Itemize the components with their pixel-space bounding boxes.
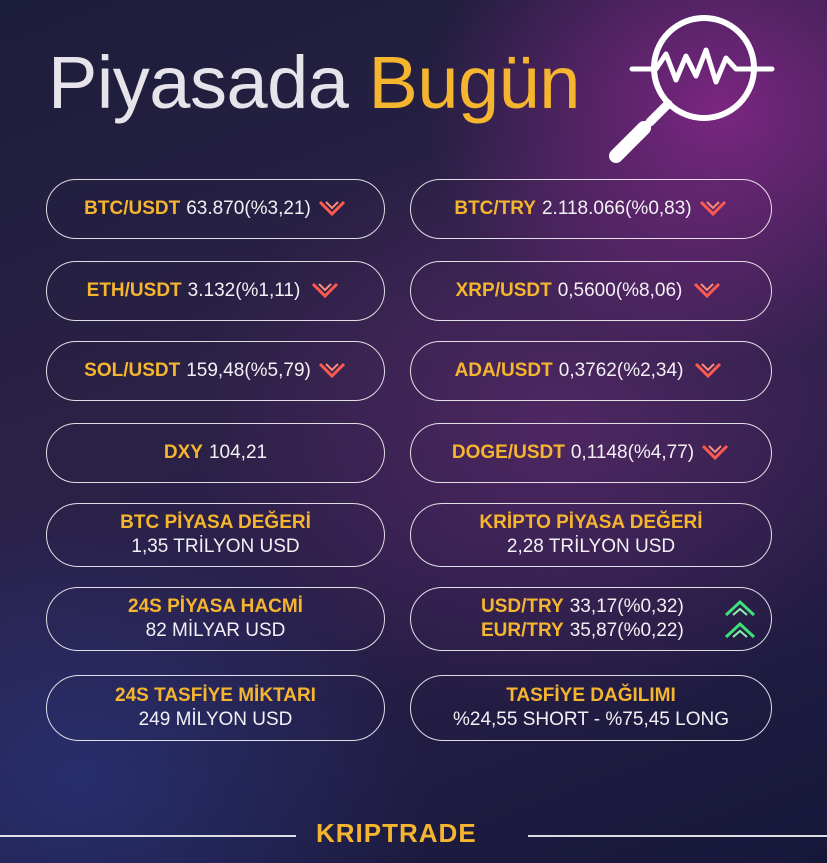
symbol: BTC/TRY [454,198,536,219]
symbol: BTC/USDT [84,198,181,219]
value: 1,35 TRİLYON USD [131,536,300,557]
ticker-sol-usdt [46,341,385,401]
liquidation-amount [46,675,385,741]
heading: KRİPTO PİYASA DEĞERİ [479,512,703,533]
value: 0,1148(%4,77) [570,442,695,463]
fx-rates [410,587,772,651]
value: 104,21 [208,442,268,463]
chevron-down-icon [688,280,726,302]
value: 159,48(%5,79) [186,360,311,381]
symbol: DOGE/USDT [451,442,565,463]
value: 33,17(%0,32) [569,596,684,617]
btc-market-cap [46,503,385,567]
ticker-eur-try [481,619,684,643]
chevron-down-icon [698,198,728,220]
chevron-up-icon [723,598,757,642]
footer-divider-left [0,835,296,837]
ticker-doge-usdt [410,423,772,483]
chevron-down-icon [306,280,344,302]
page-title [48,41,580,124]
symbol: ETH/USDT [86,280,182,301]
value: 35,87(%0,22) [569,620,684,641]
symbol: XRP/USDT [455,280,552,301]
ticker-usd-try [481,595,684,619]
ticker-ada-usdt [410,341,772,401]
heading: BTC PİYASA DEĞERİ [120,512,311,533]
ticker-btc-usdt [46,179,385,239]
value: 63.870(%3,21) [186,198,311,219]
value: 0,3762(%2,34) [558,360,684,381]
footer-divider-right [528,835,827,837]
title-part-1: Piyasada [48,41,349,124]
ticker-dxy [46,423,385,483]
brand-logo: KRIPTRADE [316,818,477,848]
liquidation-split [410,675,772,741]
ticker-eth-usdt [46,261,385,321]
heading: 24S PİYASA HACMİ [128,596,303,617]
market-volume [46,587,385,651]
magnifier-chart-icon [604,6,779,166]
value: 3.132(%1,11) [187,280,301,301]
symbol: EUR/TRY [481,620,564,641]
ticker-xrp-usdt [410,261,772,321]
value: 0,5600(%8,06) [557,280,683,301]
ticker-btc-try [410,179,772,239]
value: 2,28 TRİLYON USD [506,536,676,557]
crypto-market-cap [410,503,772,567]
chevron-down-icon [700,442,730,464]
chevron-down-icon [689,360,727,382]
heading: TASFİYE DAĞILIMI [506,685,676,706]
value: %24,55 SHORT - %75,45 LONG [453,709,729,730]
symbol: SOL/USDT [84,360,181,381]
symbol: DXY [163,442,203,463]
value: 2.118.066(%0,83) [541,198,692,219]
chevron-down-icon [317,360,347,382]
symbol: ADA/USDT [454,360,553,381]
symbol: USD/TRY [481,596,564,617]
value: 249 MİLYON USD [138,709,293,730]
heading: 24S TASFİYE MİKTARI [115,685,316,706]
value: 82 MİLYAR USD [145,620,286,641]
chevron-down-icon [317,198,347,220]
title-part-2: Bugün [368,41,580,124]
